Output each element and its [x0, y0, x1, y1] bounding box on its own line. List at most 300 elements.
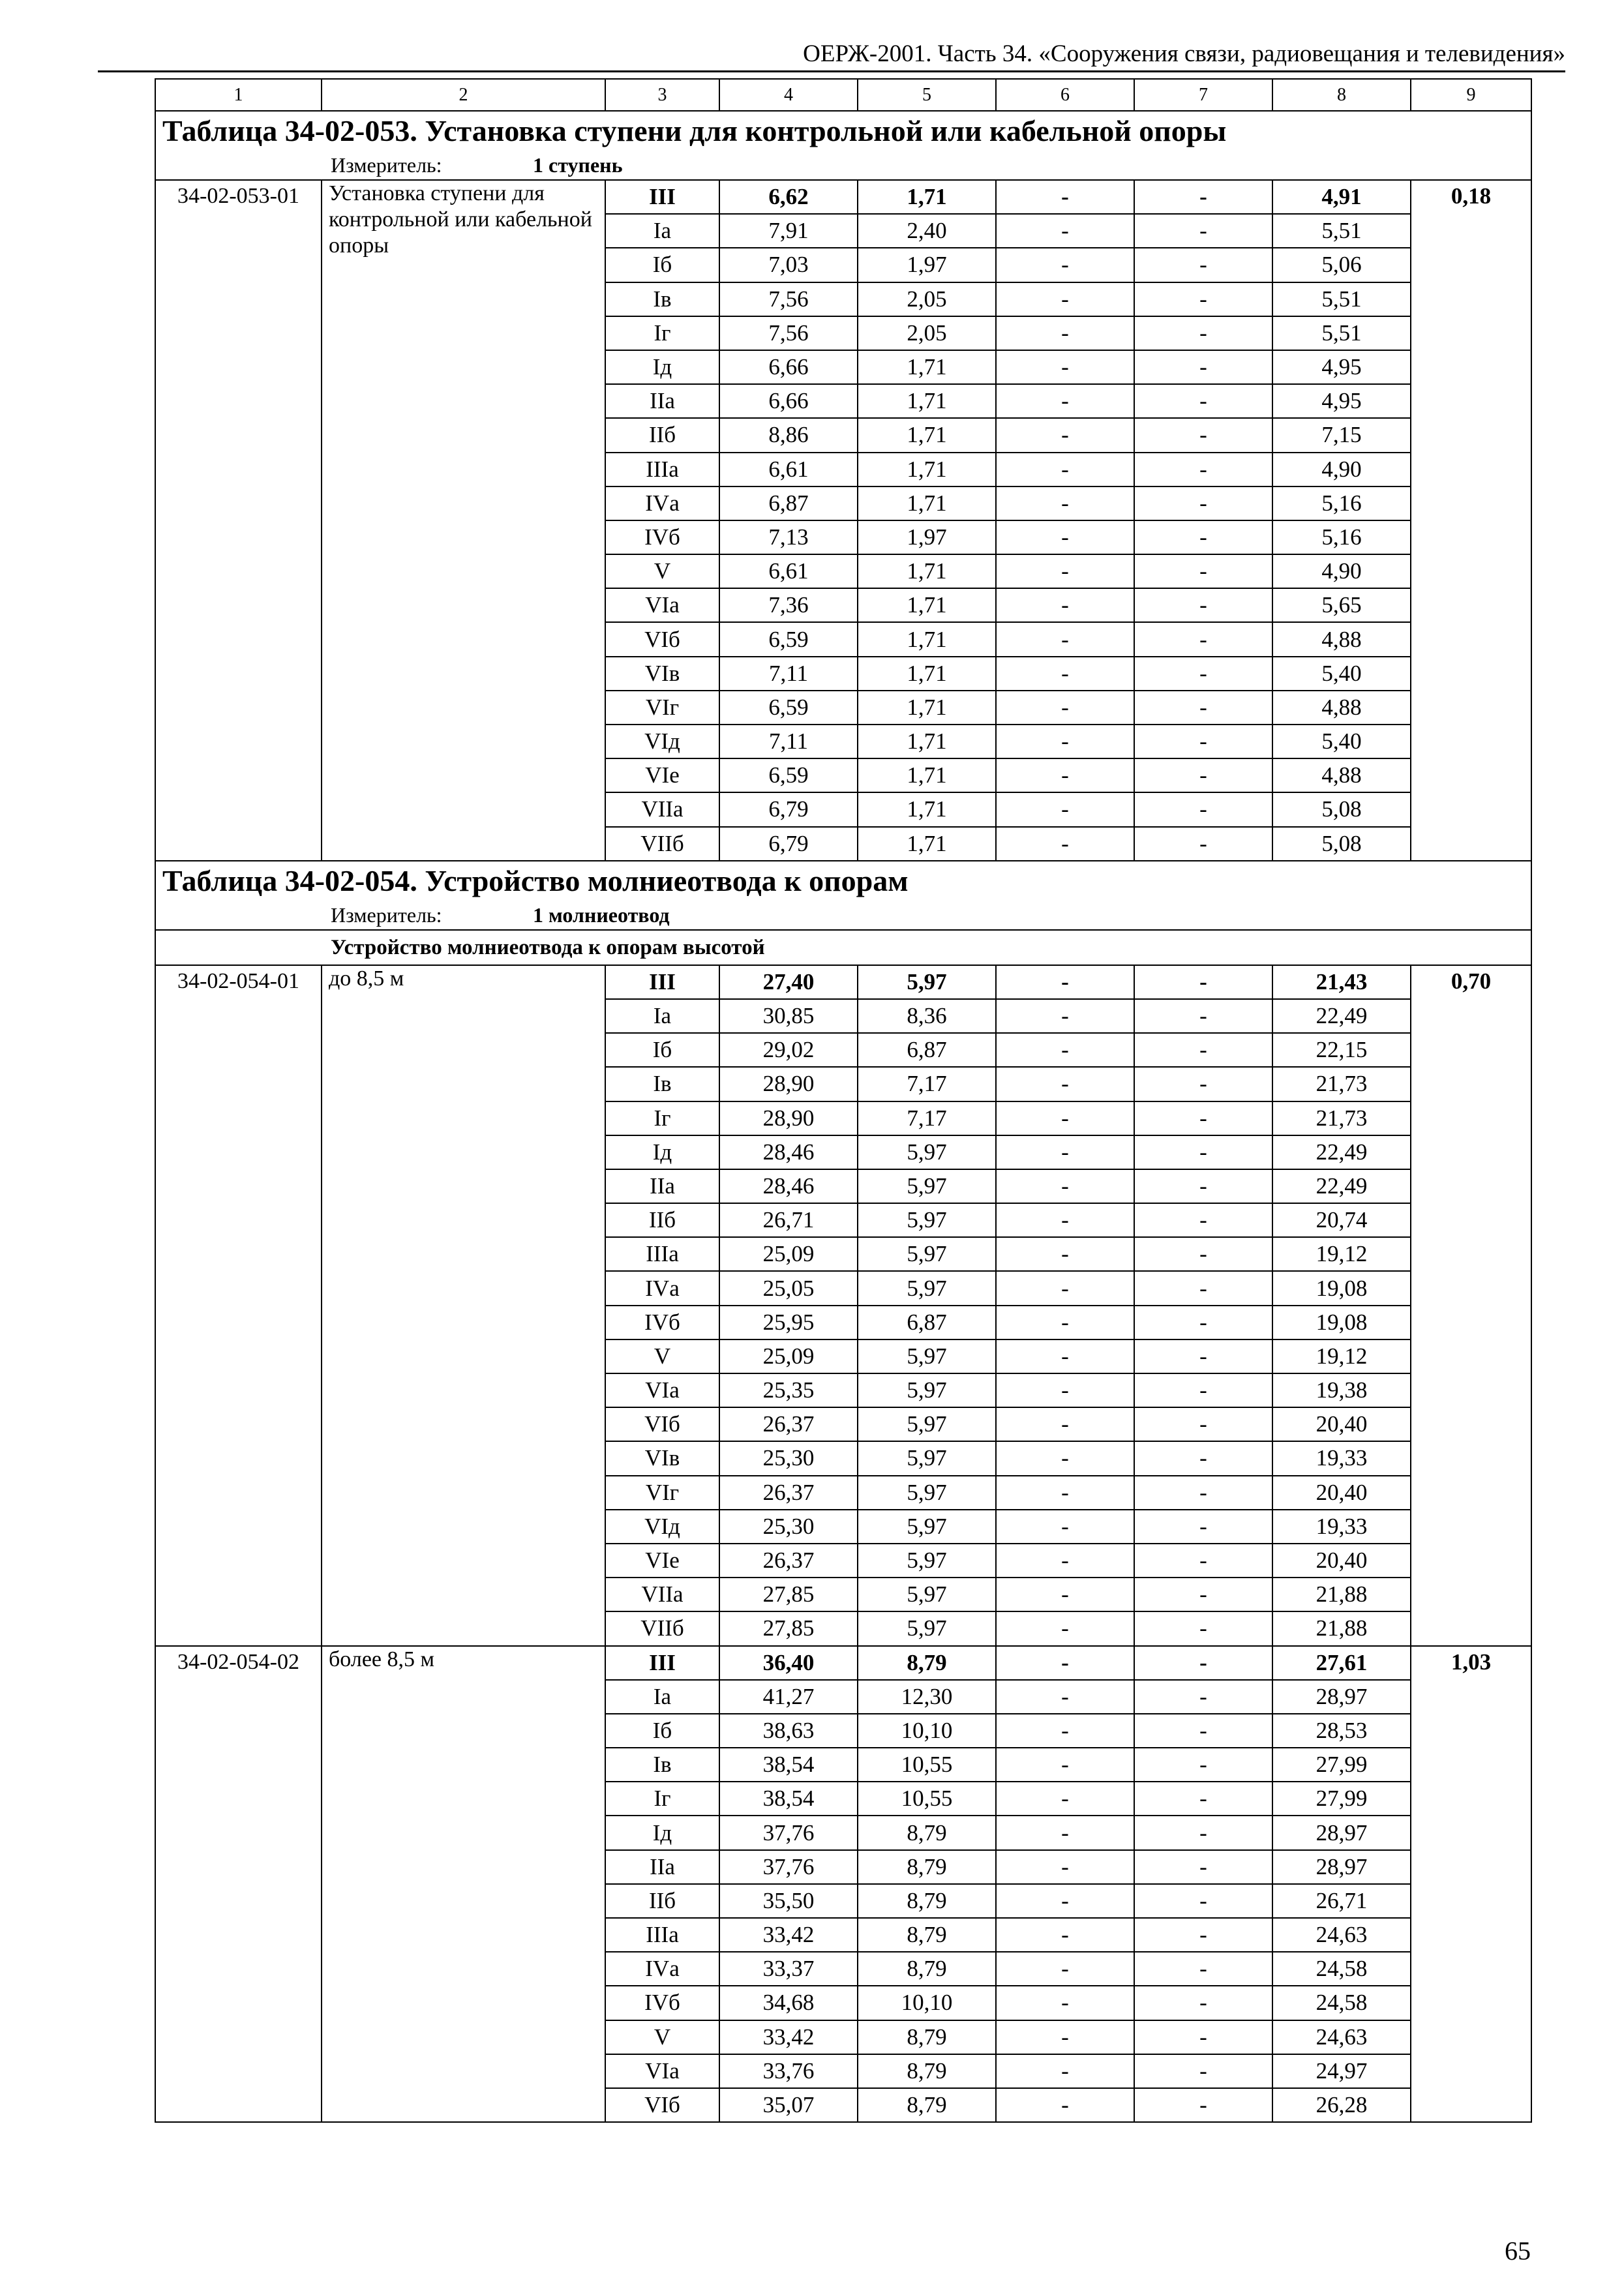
machines-cell: - — [996, 1373, 1134, 1407]
total-cost-cell: 28,90 — [719, 1101, 858, 1135]
materials-cell: 5,08 — [1272, 827, 1411, 861]
region-cell: Iб — [605, 1033, 719, 1067]
wages-cell: 1,71 — [858, 657, 996, 691]
region-cell: VIе — [605, 758, 719, 792]
machinist-wages-cell: - — [1134, 1578, 1272, 1611]
materials-cell: 26,71 — [1272, 1884, 1411, 1918]
total-cost-cell: 35,07 — [719, 2088, 858, 2122]
region-cell: Iв — [605, 282, 719, 316]
materials-cell: 4,90 — [1272, 554, 1411, 588]
labor-coef-cell: 0,70 — [1411, 965, 1531, 1646]
column-number: 6 — [996, 79, 1134, 111]
machinist-wages-cell: - — [1134, 1203, 1272, 1237]
total-cost-cell: 7,36 — [719, 588, 858, 622]
wages-cell: 12,30 — [858, 1680, 996, 1714]
region-cell: IVа — [605, 1271, 719, 1305]
machines-cell: - — [996, 1510, 1134, 1544]
machinist-wages-cell: - — [1134, 827, 1272, 861]
machinist-wages-cell: - — [1134, 622, 1272, 656]
wages-cell: 1,71 — [858, 588, 996, 622]
measure-unit: 1 молниеотвод — [533, 903, 670, 927]
materials-cell: 4,88 — [1272, 758, 1411, 792]
machinist-wages-cell: - — [1134, 1884, 1272, 1918]
machines-cell: - — [996, 520, 1134, 554]
wages-cell: 1,71 — [858, 827, 996, 861]
table-row — [155, 180, 1531, 214]
machines-cell: - — [996, 1611, 1134, 1645]
region-cell: III — [605, 180, 719, 214]
total-cost-cell: 37,76 — [719, 1816, 858, 1849]
machines-cell: - — [996, 2088, 1134, 2122]
materials-cell: 19,33 — [1272, 1441, 1411, 1475]
wages-cell: 10,10 — [858, 1986, 996, 2020]
materials-cell: 24,97 — [1272, 2054, 1411, 2088]
wages-cell: 1,97 — [858, 248, 996, 282]
table-row — [155, 1646, 1531, 1680]
machinist-wages-cell: - — [1134, 180, 1272, 214]
total-cost-cell: 34,68 — [719, 1986, 858, 2020]
materials-cell: 24,63 — [1272, 1918, 1411, 1952]
machinist-wages-cell: - — [1134, 1646, 1272, 1680]
total-cost-cell: 38,63 — [719, 1714, 858, 1748]
wages-cell: 8,79 — [858, 1952, 996, 1986]
total-cost-cell: 6,79 — [719, 827, 858, 861]
table-title-row — [155, 111, 1531, 151]
total-cost-cell: 6,59 — [719, 622, 858, 656]
machines-cell: - — [996, 1816, 1134, 1849]
machines-cell: - — [996, 554, 1134, 588]
total-cost-cell: 6,87 — [719, 486, 858, 520]
region-cell: VIа — [605, 1373, 719, 1407]
total-cost-cell: 25,30 — [719, 1510, 858, 1544]
region-cell: VIа — [605, 2054, 719, 2088]
machinist-wages-cell: - — [1134, 1067, 1272, 1101]
materials-cell: 20,40 — [1272, 1476, 1411, 1510]
total-cost-cell: 35,50 — [719, 1884, 858, 1918]
wages-cell: 6,87 — [858, 1306, 996, 1339]
machines-cell: - — [996, 248, 1134, 282]
machines-cell: - — [996, 999, 1134, 1033]
total-cost-cell: 6,79 — [719, 792, 858, 826]
region-cell: VIIб — [605, 1611, 719, 1645]
machinist-wages-cell: - — [1134, 486, 1272, 520]
total-cost-cell: 7,56 — [719, 316, 858, 350]
total-cost-cell: 7,13 — [719, 520, 858, 554]
total-cost-cell: 6,62 — [719, 180, 858, 214]
materials-cell: 5,51 — [1272, 282, 1411, 316]
wages-cell: 5,97 — [858, 1373, 996, 1407]
region-cell: Iа — [605, 1680, 719, 1714]
machines-cell: - — [996, 1646, 1134, 1680]
machinist-wages-cell: - — [1134, 1816, 1272, 1849]
machinist-wages-cell: - — [1134, 1306, 1272, 1339]
wages-cell: 2,05 — [858, 282, 996, 316]
region-cell: IIIа — [605, 1918, 719, 1952]
wages-cell: 1,71 — [858, 792, 996, 826]
total-cost-cell: 33,37 — [719, 1952, 858, 1986]
machinist-wages-cell: - — [1134, 350, 1272, 384]
machines-cell: - — [996, 1306, 1134, 1339]
machines-cell: - — [996, 1203, 1134, 1237]
machines-cell: - — [996, 1237, 1134, 1271]
total-cost-cell: 27,40 — [719, 965, 858, 999]
total-cost-cell: 26,71 — [719, 1203, 858, 1237]
region-cell: Iг — [605, 1101, 719, 1135]
total-cost-cell: 25,95 — [719, 1306, 858, 1339]
materials-cell: 20,40 — [1272, 1544, 1411, 1578]
machinist-wages-cell: - — [1134, 1918, 1272, 1952]
materials-cell: 24,63 — [1272, 2020, 1411, 2054]
wages-cell: 1,71 — [858, 418, 996, 452]
total-cost-cell: 7,56 — [719, 282, 858, 316]
machines-cell: - — [996, 1067, 1134, 1101]
region-cell: IVб — [605, 1306, 719, 1339]
region-cell: Iд — [605, 350, 719, 384]
machines-cell: - — [996, 1952, 1134, 1986]
total-cost-cell: 29,02 — [719, 1033, 858, 1067]
labor-coef-cell: 1,03 — [1411, 1646, 1531, 2123]
machinist-wages-cell: - — [1134, 1339, 1272, 1373]
machines-cell: - — [996, 1748, 1134, 1782]
region-cell: Iг — [605, 1782, 719, 1816]
machines-cell: - — [996, 282, 1134, 316]
region-cell: IIIа — [605, 1237, 719, 1271]
machines-cell: - — [996, 1271, 1134, 1305]
column-number: 4 — [719, 79, 858, 111]
wages-cell: 8,79 — [858, 1884, 996, 1918]
total-cost-cell: 8,86 — [719, 418, 858, 452]
item-code: 34-02-054-02 — [155, 1646, 322, 2123]
machinist-wages-cell: - — [1134, 520, 1272, 554]
machinist-wages-cell: - — [1134, 725, 1272, 758]
materials-cell: 27,61 — [1272, 1646, 1411, 1680]
machinist-wages-cell: - — [1134, 1510, 1272, 1544]
machinist-wages-cell: - — [1134, 1441, 1272, 1475]
machines-cell: - — [996, 691, 1134, 725]
wages-cell: 1,71 — [858, 350, 996, 384]
column-number: 2 — [322, 79, 605, 111]
machinist-wages-cell: - — [1134, 316, 1272, 350]
wages-cell: 1,71 — [858, 725, 996, 758]
total-cost-cell: 25,05 — [719, 1271, 858, 1305]
machinist-wages-cell: - — [1134, 758, 1272, 792]
labor-coef-cell: 0,18 — [1411, 180, 1531, 861]
region-cell: VIб — [605, 1407, 719, 1441]
item-name: до 8,5 м — [322, 965, 605, 1646]
machines-cell: - — [996, 1714, 1134, 1748]
table-row — [155, 965, 1531, 999]
total-cost-cell: 28,90 — [719, 1067, 858, 1101]
machinist-wages-cell: - — [1134, 282, 1272, 316]
region-cell: VIIа — [605, 1578, 719, 1611]
machinist-wages-cell: - — [1134, 1476, 1272, 1510]
wages-cell: 5,97 — [858, 1441, 996, 1475]
materials-cell: 28,97 — [1272, 1850, 1411, 1884]
wages-cell: 5,97 — [858, 1135, 996, 1169]
materials-cell: 19,12 — [1272, 1237, 1411, 1271]
wages-cell: 5,97 — [858, 1578, 996, 1611]
page-number: 65 — [1505, 2236, 1531, 2266]
machinist-wages-cell: - — [1134, 1850, 1272, 1884]
total-cost-cell: 25,30 — [719, 1441, 858, 1475]
wages-cell: 10,10 — [858, 1714, 996, 1748]
total-cost-cell: 6,61 — [719, 453, 858, 486]
column-number: 7 — [1134, 79, 1272, 111]
wages-cell: 1,71 — [858, 384, 996, 418]
machines-cell: - — [996, 758, 1134, 792]
materials-cell: 4,95 — [1272, 384, 1411, 418]
region-cell: Iб — [605, 248, 719, 282]
wages-cell: 5,97 — [858, 1169, 996, 1203]
item-code: 34-02-054-01 — [155, 965, 322, 1646]
region-cell: IVб — [605, 1986, 719, 2020]
wages-cell: 1,71 — [858, 758, 996, 792]
machines-cell: - — [996, 622, 1134, 656]
region-cell: VIе — [605, 1544, 719, 1578]
table-title: Таблица 34-02-053. Установка ступени для контрольной или кабельной опоры — [155, 111, 1531, 151]
materials-cell: 5,16 — [1272, 520, 1411, 554]
column-number: 1 — [155, 79, 322, 111]
materials-cell: 21,73 — [1272, 1101, 1411, 1135]
machinist-wages-cell: - — [1134, 453, 1272, 486]
machines-cell: - — [996, 1884, 1134, 1918]
machines-cell: - — [996, 180, 1134, 214]
column-number: 5 — [858, 79, 996, 111]
machines-cell: - — [996, 2020, 1134, 2054]
wages-cell: 5,97 — [858, 1339, 996, 1373]
wages-cell: 5,97 — [858, 1476, 996, 1510]
machinist-wages-cell: - — [1134, 1033, 1272, 1067]
materials-cell: 4,95 — [1272, 350, 1411, 384]
total-cost-cell: 6,59 — [719, 758, 858, 792]
materials-cell: 4,91 — [1272, 180, 1411, 214]
machines-cell: - — [996, 453, 1134, 486]
machinist-wages-cell: - — [1134, 792, 1272, 826]
rates-table — [155, 78, 1532, 2123]
wages-cell: 5,97 — [858, 1237, 996, 1271]
machines-cell: - — [996, 214, 1134, 248]
machines-cell: - — [996, 792, 1134, 826]
machines-cell: - — [996, 1544, 1134, 1578]
region-cell: IVа — [605, 1952, 719, 1986]
machines-cell: - — [996, 316, 1134, 350]
wages-cell: 1,71 — [858, 486, 996, 520]
wages-cell: 8,79 — [858, 1646, 996, 1680]
machines-cell: - — [996, 486, 1134, 520]
machines-cell: - — [996, 350, 1134, 384]
total-cost-cell: 33,42 — [719, 2020, 858, 2054]
wages-cell: 8,79 — [858, 2020, 996, 2054]
region-cell: V — [605, 2020, 719, 2054]
region-cell: VIIа — [605, 792, 719, 826]
wages-cell: 1,97 — [858, 520, 996, 554]
wages-cell: 2,40 — [858, 214, 996, 248]
region-cell: V — [605, 554, 719, 588]
machinist-wages-cell: - — [1134, 1986, 1272, 2020]
total-cost-cell: 7,11 — [719, 725, 858, 758]
region-cell: Iа — [605, 999, 719, 1033]
materials-cell: 21,88 — [1272, 1611, 1411, 1645]
machinist-wages-cell: - — [1134, 657, 1272, 691]
machinist-wages-cell: - — [1134, 1680, 1272, 1714]
total-cost-cell: 28,46 — [719, 1169, 858, 1203]
materials-cell: 24,58 — [1272, 1952, 1411, 1986]
machines-cell: - — [996, 1578, 1134, 1611]
machines-cell: - — [996, 1033, 1134, 1067]
machines-cell: - — [996, 1986, 1134, 2020]
total-cost-cell: 36,40 — [719, 1646, 858, 1680]
machines-cell: - — [996, 965, 1134, 999]
materials-cell: 22,15 — [1272, 1033, 1411, 1067]
materials-cell: 4,88 — [1272, 691, 1411, 725]
total-cost-cell: 6,66 — [719, 384, 858, 418]
measure-row — [155, 901, 1531, 930]
machinist-wages-cell: - — [1134, 1271, 1272, 1305]
region-cell: Iд — [605, 1816, 719, 1849]
region-cell: VIв — [605, 1441, 719, 1475]
materials-cell: 21,88 — [1272, 1578, 1411, 1611]
total-cost-cell: 26,37 — [719, 1407, 858, 1441]
region-cell: Iг — [605, 316, 719, 350]
materials-cell: 19,33 — [1272, 1510, 1411, 1544]
total-cost-cell: 6,59 — [719, 691, 858, 725]
total-cost-cell: 41,27 — [719, 1680, 858, 1714]
machinist-wages-cell: - — [1134, 1135, 1272, 1169]
table-title: Таблица 34-02-054. Устройство молниеотвода к опорам — [155, 861, 1531, 901]
wages-cell: 7,17 — [858, 1067, 996, 1101]
wages-cell: 1,71 — [858, 453, 996, 486]
region-cell: Iб — [605, 1714, 719, 1748]
machinist-wages-cell: - — [1134, 384, 1272, 418]
wages-cell: 8,79 — [858, 2054, 996, 2088]
materials-cell: 19,38 — [1272, 1373, 1411, 1407]
machines-cell: - — [996, 827, 1134, 861]
machinist-wages-cell: - — [1134, 1714, 1272, 1748]
machines-cell: - — [996, 1407, 1134, 1441]
item-name: Установка ступени для контрольной или кабельной опоры — [322, 180, 605, 861]
region-cell: VIIб — [605, 827, 719, 861]
machinist-wages-cell: - — [1134, 691, 1272, 725]
machines-cell: - — [996, 1476, 1134, 1510]
measure-cell — [155, 151, 1531, 180]
total-cost-cell: 7,91 — [719, 214, 858, 248]
materials-cell: 28,97 — [1272, 1816, 1411, 1849]
region-cell: IIа — [605, 384, 719, 418]
region-cell: VIг — [605, 1476, 719, 1510]
column-number: 9 — [1411, 79, 1531, 111]
machines-cell: - — [996, 384, 1134, 418]
total-cost-cell: 27,85 — [719, 1578, 858, 1611]
machinist-wages-cell: - — [1134, 214, 1272, 248]
machinist-wages-cell: - — [1134, 965, 1272, 999]
machinist-wages-cell: - — [1134, 1101, 1272, 1135]
materials-cell: 21,43 — [1272, 965, 1411, 999]
materials-cell: 28,97 — [1272, 1680, 1411, 1714]
materials-cell: 5,65 — [1272, 588, 1411, 622]
measure-label: Измеритель: — [331, 153, 442, 177]
wages-cell: 2,05 — [858, 316, 996, 350]
machines-cell: - — [996, 2054, 1134, 2088]
materials-cell: 22,49 — [1272, 1169, 1411, 1203]
wages-cell: 1,71 — [858, 691, 996, 725]
total-cost-cell: 26,37 — [719, 1544, 858, 1578]
total-cost-cell: 37,76 — [719, 1850, 858, 1884]
materials-cell: 22,49 — [1272, 999, 1411, 1033]
machines-cell: - — [996, 725, 1134, 758]
machines-cell: - — [996, 657, 1134, 691]
wages-cell: 5,97 — [858, 1510, 996, 1544]
region-cell: VIа — [605, 588, 719, 622]
region-cell: IIа — [605, 1169, 719, 1203]
machinist-wages-cell: - — [1134, 588, 1272, 622]
machinist-wages-cell: - — [1134, 418, 1272, 452]
machines-cell: - — [996, 418, 1134, 452]
wages-cell: 1,71 — [858, 554, 996, 588]
materials-cell: 5,40 — [1272, 725, 1411, 758]
total-cost-cell: 38,54 — [719, 1748, 858, 1782]
wages-cell: 8,79 — [858, 1816, 996, 1849]
wages-cell: 5,97 — [858, 1203, 996, 1237]
machinist-wages-cell: - — [1134, 999, 1272, 1033]
region-cell: Iв — [605, 1067, 719, 1101]
total-cost-cell: 25,09 — [719, 1237, 858, 1271]
materials-cell: 28,53 — [1272, 1714, 1411, 1748]
subheader: Устройство молниеотвода к опорам высотой — [155, 930, 1531, 965]
materials-cell: 7,15 — [1272, 418, 1411, 452]
column-number-row — [155, 79, 1531, 111]
machinist-wages-cell: - — [1134, 1611, 1272, 1645]
machines-cell: - — [996, 1169, 1134, 1203]
item-name: более 8,5 м — [322, 1646, 605, 2123]
column-number: 8 — [1272, 79, 1411, 111]
region-cell: IIб — [605, 1203, 719, 1237]
machinist-wages-cell: - — [1134, 2020, 1272, 2054]
region-cell: IVа — [605, 486, 719, 520]
total-cost-cell: 25,09 — [719, 1339, 858, 1373]
region-cell: III — [605, 965, 719, 999]
total-cost-cell: 28,46 — [719, 1135, 858, 1169]
wages-cell: 5,97 — [858, 1544, 996, 1578]
total-cost-cell: 33,42 — [719, 1918, 858, 1952]
total-cost-cell: 7,03 — [719, 248, 858, 282]
materials-cell: 5,51 — [1272, 214, 1411, 248]
region-cell: VIб — [605, 2088, 719, 2122]
materials-cell: 27,99 — [1272, 1782, 1411, 1816]
total-cost-cell: 7,11 — [719, 657, 858, 691]
region-cell: III — [605, 1646, 719, 1680]
wages-cell: 5,97 — [858, 1271, 996, 1305]
region-cell: IIIа — [605, 453, 719, 486]
item-code: 34-02-053-01 — [155, 180, 322, 861]
materials-cell: 5,06 — [1272, 248, 1411, 282]
region-cell: VIв — [605, 657, 719, 691]
total-cost-cell: 33,76 — [719, 2054, 858, 2088]
materials-cell: 5,08 — [1272, 792, 1411, 826]
machinist-wages-cell: - — [1134, 1169, 1272, 1203]
materials-cell: 20,40 — [1272, 1407, 1411, 1441]
total-cost-cell: 30,85 — [719, 999, 858, 1033]
region-cell: VIд — [605, 725, 719, 758]
wages-cell: 7,17 — [858, 1101, 996, 1135]
machinist-wages-cell: - — [1134, 554, 1272, 588]
wages-cell: 5,97 — [858, 1611, 996, 1645]
measure-label: Измеритель: — [331, 903, 442, 927]
region-cell: Iв — [605, 1748, 719, 1782]
column-number: 3 — [605, 79, 719, 111]
wages-cell: 8,79 — [858, 2088, 996, 2122]
region-cell: IVб — [605, 520, 719, 554]
materials-cell: 27,99 — [1272, 1748, 1411, 1782]
